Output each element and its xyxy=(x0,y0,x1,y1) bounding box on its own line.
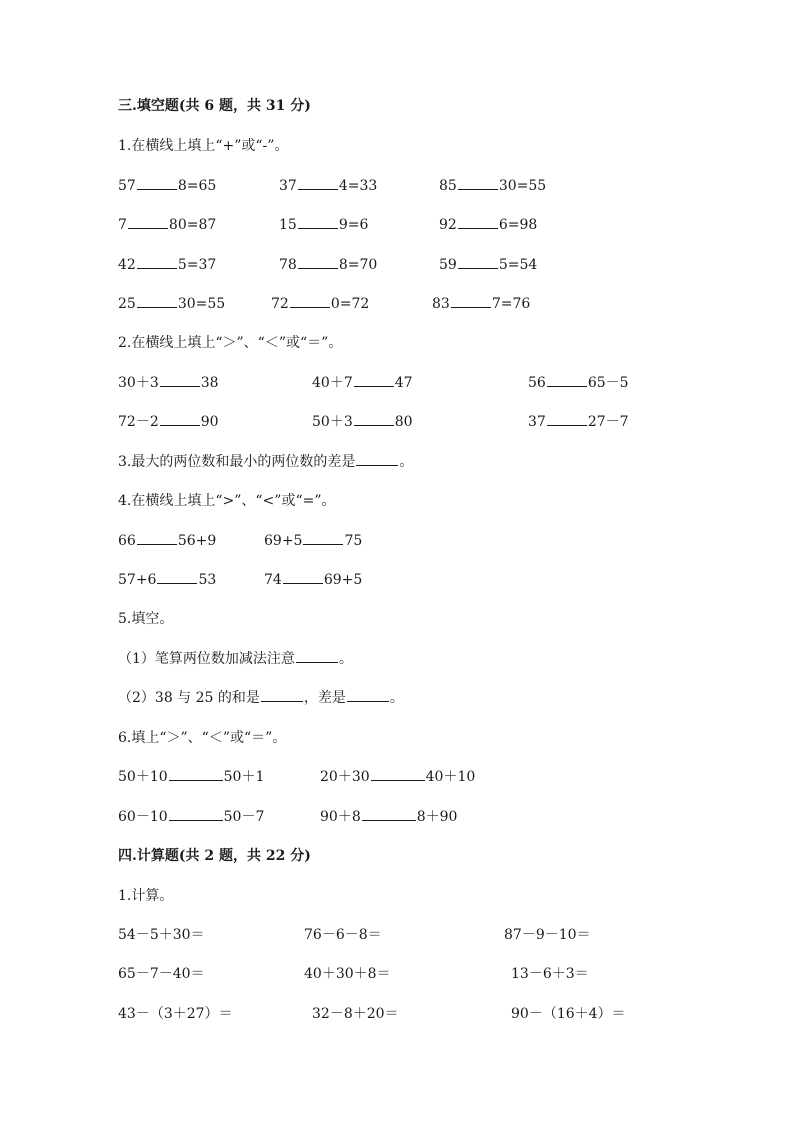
answer-blank[interactable] xyxy=(160,372,200,387)
q2-item: 40＋7 47 xyxy=(312,372,413,394)
q1-item: 92 6=98 xyxy=(439,214,537,236)
answer-blank[interactable] xyxy=(137,175,177,190)
q2-item: 50＋3 80 xyxy=(312,411,413,433)
question-2-prompt: 2.在横线上填上“＞”、“＜”或“＝”。 xyxy=(118,335,343,351)
question-1-prompt: 1.在横线上填上“+”或“-”。 xyxy=(118,138,289,154)
calc-item: 43－（3＋27）＝ xyxy=(118,1006,233,1022)
q6-row xyxy=(0,806,794,828)
calc-row xyxy=(0,1003,794,1025)
answer-blank[interactable] xyxy=(303,530,343,545)
q1-item: 85 30=55 xyxy=(439,175,546,197)
question-2-prompt-line xyxy=(0,332,794,354)
q1-row xyxy=(0,175,794,197)
answer-blank[interactable] xyxy=(157,569,197,584)
question-5-prompt: 5.填空。 xyxy=(118,611,174,627)
q2-item: 56 65－5 xyxy=(528,372,629,394)
answer-blank[interactable] xyxy=(169,766,223,781)
answer-blank[interactable] xyxy=(283,569,323,584)
answer-blank[interactable] xyxy=(458,254,498,269)
answer-blank[interactable] xyxy=(371,766,425,781)
q1-item: 37 4=33 xyxy=(279,175,377,197)
q5-item-2-line xyxy=(0,687,794,709)
answer-blank[interactable] xyxy=(128,214,168,229)
q6-item: 90＋8 8＋90 xyxy=(320,806,457,828)
q5-item-1: （1）笔算两位数加减法注意 。 xyxy=(118,648,353,670)
q4-row xyxy=(0,569,794,591)
answer-blank[interactable] xyxy=(160,411,200,426)
question-4-prompt-line xyxy=(0,490,794,512)
answer-blank[interactable] xyxy=(137,293,177,308)
calc-item: 76－6－8＝ xyxy=(304,927,382,943)
section-4-heading: 四.计算题(共 2 题，共 22 分) xyxy=(118,848,311,864)
question-6-prompt: 6.填上“＞”、“＜”或“＝”。 xyxy=(118,730,287,746)
section-3-heading-line xyxy=(0,95,794,117)
answer-blank[interactable] xyxy=(458,175,498,190)
q2-row xyxy=(0,411,794,433)
q1-row xyxy=(0,254,794,276)
answer-blank[interactable] xyxy=(347,687,389,702)
answer-blank[interactable] xyxy=(458,214,498,229)
section-3-heading: 三.填空题(共 6 题，共 31 分) xyxy=(118,98,311,114)
calc-row xyxy=(0,924,794,946)
calc-prompt-line xyxy=(0,885,794,907)
question-3: 3.最大的两位数和最小的两位数的差是 。 xyxy=(118,451,413,473)
q4-item: 57+6 53 xyxy=(118,569,216,591)
q2-item: 37 27－7 xyxy=(528,411,629,433)
q6-item: 20＋30 40＋10 xyxy=(320,766,475,788)
q1-item: 78 8=70 xyxy=(279,254,377,276)
answer-blank[interactable] xyxy=(261,687,303,702)
q6-item: 50＋10 50＋1 xyxy=(118,766,264,788)
question-4-prompt: 4.在横线上填上“>”、“<”或“=”。 xyxy=(118,493,336,509)
calc-item: 40＋30＋8＝ xyxy=(304,966,391,982)
q6-row xyxy=(0,766,794,788)
q4-row xyxy=(0,530,794,552)
q2-row xyxy=(0,372,794,394)
q1-item: 15 9=6 xyxy=(279,214,368,236)
answer-blank[interactable] xyxy=(354,372,394,387)
q4-item: 66 56+9 xyxy=(118,530,216,552)
calc-row xyxy=(0,963,794,985)
q1-row xyxy=(0,293,794,315)
answer-blank[interactable] xyxy=(362,806,416,821)
answer-blank[interactable] xyxy=(547,372,587,387)
calc-item: 13－6＋3＝ xyxy=(511,966,589,982)
q5-item-1-line xyxy=(0,648,794,670)
answer-blank[interactable] xyxy=(354,411,394,426)
section-4-heading-line xyxy=(0,845,794,867)
q5-item-2: （2）38 与 25 的和是 ，差是 。 xyxy=(118,687,404,709)
answer-blank[interactable] xyxy=(356,451,398,466)
question-1-prompt-line xyxy=(0,135,794,157)
q1-item: 59 5=54 xyxy=(439,254,537,276)
answer-blank[interactable] xyxy=(169,806,223,821)
q1-row xyxy=(0,214,794,236)
answer-blank[interactable] xyxy=(296,648,338,663)
calc-item: 32－8＋20＝ xyxy=(312,1006,399,1022)
calc-item: 87－9－10＝ xyxy=(504,927,591,943)
answer-blank[interactable] xyxy=(137,254,177,269)
q4-item: 69+5 75 xyxy=(264,530,362,552)
answer-blank[interactable] xyxy=(290,293,330,308)
question-3-line xyxy=(0,451,794,473)
answer-blank[interactable] xyxy=(298,175,338,190)
q1-item: 42 5=37 xyxy=(118,254,216,276)
answer-blank[interactable] xyxy=(137,530,177,545)
answer-blank[interactable] xyxy=(451,293,491,308)
calc-prompt: 1.计算。 xyxy=(118,888,174,904)
question-5-prompt-line xyxy=(0,608,794,630)
calc-item: 54－5＋30＝ xyxy=(118,927,205,943)
calc-item: 90－（16＋4）＝ xyxy=(511,1006,626,1022)
answer-blank[interactable] xyxy=(298,214,338,229)
q2-item: 30＋3 38 xyxy=(118,372,219,394)
q2-item: 72－2 90 xyxy=(118,411,219,433)
answer-blank[interactable] xyxy=(298,254,338,269)
q6-item: 60－10 50－7 xyxy=(118,806,264,828)
q1-item: 7 80=87 xyxy=(118,214,216,236)
calc-item: 65－7－40＝ xyxy=(118,966,205,982)
q1-item: 72 0=72 xyxy=(271,293,369,315)
q4-item: 74 69+5 xyxy=(264,569,362,591)
q1-item: 25 30=55 xyxy=(118,293,225,315)
q1-item: 57 8=65 xyxy=(118,175,216,197)
answer-blank[interactable] xyxy=(547,411,587,426)
q1-item: 83 7=76 xyxy=(432,293,530,315)
question-6-prompt-line xyxy=(0,727,794,749)
